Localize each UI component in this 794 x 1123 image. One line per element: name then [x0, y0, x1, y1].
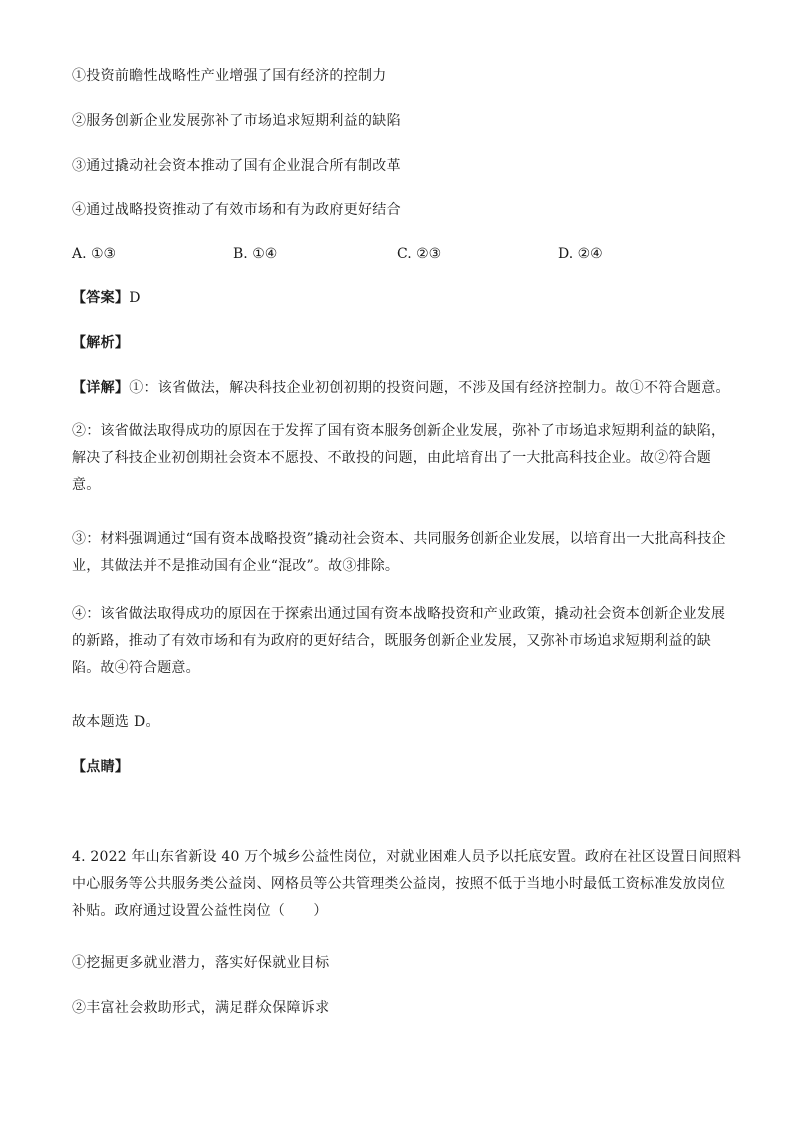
detail-3 [72, 526, 724, 580]
detail-2 [72, 418, 724, 499]
answer-line [72, 288, 141, 308]
q4-stem-line: 4. 2022 年山东省新设 40 万个城乡公益性岗位，对就业困难人员予以托底安置。政府在社区设置日间照料 [72, 849, 742, 865]
dianjing-tag: 【点睛】 [72, 759, 130, 775]
option-b: B. ①④ [233, 246, 278, 262]
option-d: D. ②④ [558, 246, 603, 262]
detail-2-line: 解决了科技企业初创期社会资本不愿投、不敢投的问题，由此培育出了一大批高科技企业。故②符合题 [72, 450, 711, 466]
q4-statement-2: ②丰富社会救助形式，满足群众保障诉求 [72, 1000, 330, 1016]
detail-3-line: ③：材料强调通过“国有资本战略投资”撬动社会资本、共同服务创新企业发展，以培育出一大批高科技企 [72, 531, 726, 547]
detail-4-line: 的新路，推动了有效市场和有为政府的更好结合，既服务创新企业发展，又弥补市场追求短期利益的缺 [72, 633, 711, 649]
statement-3: ③通过撬动社会资本推动了国有企业混合所有制改革 [72, 158, 401, 174]
answer-tag: 【答案】 [72, 290, 130, 306]
detail-1-text: ①：该省做法，解决科技企业初创初期的投资问题，不涉及国有经济控制力。故①不符合题意。 [129, 380, 730, 396]
detail-4-line: 陷。故④符合题意。 [72, 660, 200, 676]
statement-4: ④通过战略投资推动了有效市场和有为政府更好结合 [72, 202, 401, 218]
option-c: C. ②③ [397, 246, 442, 262]
answer-value: D [129, 290, 141, 306]
detail-2-line: 意。 [72, 477, 101, 493]
analysis-tag: 【解析】 [72, 335, 130, 351]
detail-4 [72, 601, 724, 682]
detail-1 [72, 378, 730, 398]
detail-2-line: ②：该省做法取得成功的原因在于发挥了国有资本服务创新企业发展，弥补了市场追求短期利益的缺陷， [72, 423, 726, 439]
statement-2: ②服务创新企业发展弥补了市场追求短期利益的缺陷 [72, 113, 401, 129]
option-a: A. ①③ [72, 246, 117, 262]
question-4-stem [72, 844, 742, 925]
detail-tag: 【详解】 [72, 380, 130, 396]
q4-stem-line: 补贴。政府通过设置公益性岗位（ ） [72, 903, 328, 919]
detail-4-line: ④：该省做法取得成功的原因在于探索出通过国有资本战略投资和产业政策，撬动社会资本创新企业发展 [72, 606, 726, 622]
detail-3-line: 业，其做法并不是推动国有企业“混改”。故③排除。 [72, 558, 400, 574]
conclusion: 故本题选 D。 [72, 714, 160, 730]
statement-1: ①投资前瞻性战略性产业增强了国有经济的控制力 [72, 68, 387, 84]
q4-statement-1: ①挖掘更多就业潜力，落实好保就业目标 [72, 955, 330, 971]
q4-stem-line: 中心服务等公共服务类公益岗、网格员等公共管理类公益岗，按照不低于当地小时最低工资标准发放岗位 [72, 876, 726, 892]
